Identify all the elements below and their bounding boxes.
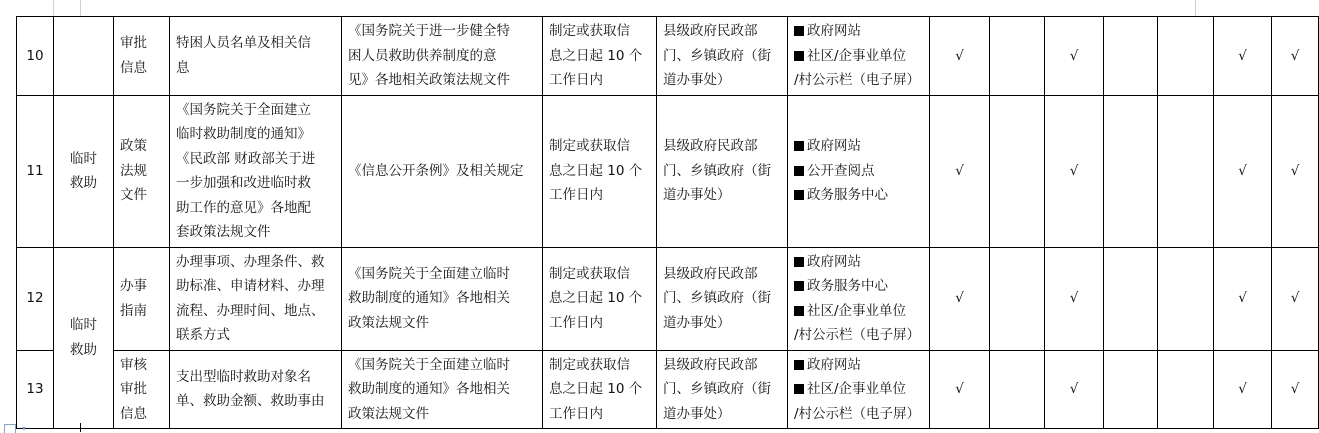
check-cell [1272, 95, 1319, 247]
check-cell [1158, 247, 1214, 350]
check-cell [1104, 350, 1158, 429]
check-cell [990, 95, 1045, 247]
check-cell [930, 247, 990, 350]
category-cell [54, 17, 114, 96]
page-icon[interactable] [4, 424, 16, 433]
info-type-cell: 办事 指南 [114, 247, 170, 350]
category-cell: 临时 救助 [54, 95, 114, 247]
check-mark-icon: √ [1290, 381, 1300, 397]
row-number: 11 [17, 95, 54, 247]
content-cell: 办理事项、办理条件、救 助标准、申请材料、办理 流程、办理时间、地点、 联系方式 [170, 247, 342, 350]
disclosure-table [16, 16, 1319, 429]
check-cell [990, 247, 1045, 350]
channels-cell: 政府网站 政务服务中心 社区/企事业单位 /村公示栏（电子屏） [788, 247, 930, 350]
time-limit-cell: 制定或获取信 息之日起 10 个 工作日内 [543, 350, 657, 429]
check-mark-icon: √ [1069, 162, 1079, 179]
black-square-icon [794, 166, 804, 176]
text-cursor [80, 423, 81, 432]
black-square-icon [794, 281, 804, 291]
check-mark-icon: √ [1069, 47, 1079, 64]
check-cell [1045, 95, 1104, 247]
black-square-icon [794, 51, 804, 61]
info-type-cell: 政策 法规 文件 [114, 95, 170, 247]
check-mark-icon: √ [955, 290, 964, 307]
check-cell [1158, 17, 1214, 96]
basis-cell: 《国务院关于全面建立临时 救助制度的通知》各地相关 政策法规文件 [342, 350, 543, 429]
basis-cell: 《国务院关于全面建立临时 救助制度的通知》各地相关 政策法规文件 [342, 247, 543, 350]
time-limit-cell: 制定或获取信 息之日起 10 个 工作日内 [543, 247, 657, 350]
black-square-icon [794, 384, 804, 394]
check-cell [990, 17, 1045, 96]
check-mark-icon: √ [1069, 381, 1079, 397]
content-cell: 《国务院关于全面建立 临时救助制度的通知》 《民政部 财政部关于进 一步加强和改进临时救 助工作的意见》各地配 套政策法规文件 [170, 95, 342, 247]
table-row [17, 247, 1319, 350]
ruler-mark [1195, 0, 1196, 16]
check-cell [1045, 17, 1104, 96]
check-cell [1214, 247, 1272, 350]
check-mark-icon: √ [1290, 162, 1300, 179]
content-cell: 特困人员名单及相关信 息 [170, 17, 342, 96]
row-number: 13 [17, 350, 54, 429]
check-mark-icon: √ [1290, 47, 1300, 64]
channels-cell: 政府网站 社区/企事业单位 /村公示栏（电子屏） [788, 17, 930, 96]
check-mark-icon: √ [1238, 381, 1247, 397]
table-row [17, 95, 1319, 247]
check-cell [1045, 350, 1104, 429]
check-cell [1104, 247, 1158, 350]
check-cell [990, 350, 1045, 429]
channels-cell: 政府网站 社区/企事业单位 /村公示栏（电子屏） [788, 350, 930, 429]
black-square-icon [794, 141, 804, 151]
check-mark-icon: √ [955, 162, 964, 179]
basis-cell: 《信息公开条例》及相关规定 [342, 95, 543, 247]
check-cell [930, 95, 990, 247]
check-cell [1104, 17, 1158, 96]
check-mark-icon: √ [1069, 290, 1079, 307]
time-limit-cell: 制定或获取信 息之日起 10 个 工作日内 [543, 17, 657, 96]
check-cell [1214, 95, 1272, 247]
check-mark-icon: √ [1238, 47, 1247, 64]
check-cell [1214, 350, 1272, 429]
row-number: 12 [17, 247, 54, 350]
basis-cell: 《国务院关于进一步健全特 困人员救助供养制度的意 见》各地相关政策法规文件 [342, 17, 543, 96]
row-number: 10 [17, 17, 54, 96]
check-cell [1045, 247, 1104, 350]
check-cell [930, 350, 990, 429]
subject-cell: 县级政府民政部 门、乡镇政府（街 道办事处） [657, 350, 788, 429]
table-row [17, 17, 1319, 96]
black-square-icon [794, 360, 804, 370]
check-cell [1272, 247, 1319, 350]
subject-cell: 县级政府民政部 门、乡镇政府（街 道办事处） [657, 17, 788, 96]
check-mark-icon: √ [1238, 290, 1247, 307]
chevron-down-icon[interactable]: ▾ [22, 424, 27, 433]
time-limit-cell: 制定或获取信 息之日起 10 个 工作日内 [543, 95, 657, 247]
info-type-cell: 审批 信息 [114, 17, 170, 96]
category-cell: 临时 救助 [54, 247, 114, 429]
table-body [17, 17, 1319, 429]
check-cell [1272, 17, 1319, 96]
info-type-cell: 审核 审批 信息 [114, 350, 170, 429]
subject-cell: 县级政府民政部 门、乡镇政府（街 道办事处） [657, 95, 788, 247]
check-cell [1158, 95, 1214, 247]
check-mark-icon: √ [955, 47, 964, 64]
check-cell [1272, 350, 1319, 429]
channels-cell: 政府网站 公开查阅点 政务服务中心 [788, 95, 930, 247]
check-mark-icon: √ [1238, 162, 1247, 179]
ruler-mark [53, 0, 54, 16]
subject-cell: 县级政府民政部 门、乡镇政府（街 道办事处） [657, 247, 788, 350]
black-square-icon [794, 26, 804, 36]
check-mark-icon: √ [955, 381, 964, 397]
check-cell [930, 17, 990, 96]
check-mark-icon: √ [1290, 290, 1300, 307]
check-cell [1158, 350, 1214, 429]
check-cell [1214, 17, 1272, 96]
black-square-icon [794, 306, 804, 316]
check-cell [1104, 95, 1158, 247]
ruler-mark [80, 0, 81, 16]
black-square-icon [794, 257, 804, 267]
content-cell: 支出型临时救助对象名 单、救助金额、救助事由 [170, 350, 342, 429]
table-row [17, 350, 1319, 429]
black-square-icon [794, 190, 804, 200]
